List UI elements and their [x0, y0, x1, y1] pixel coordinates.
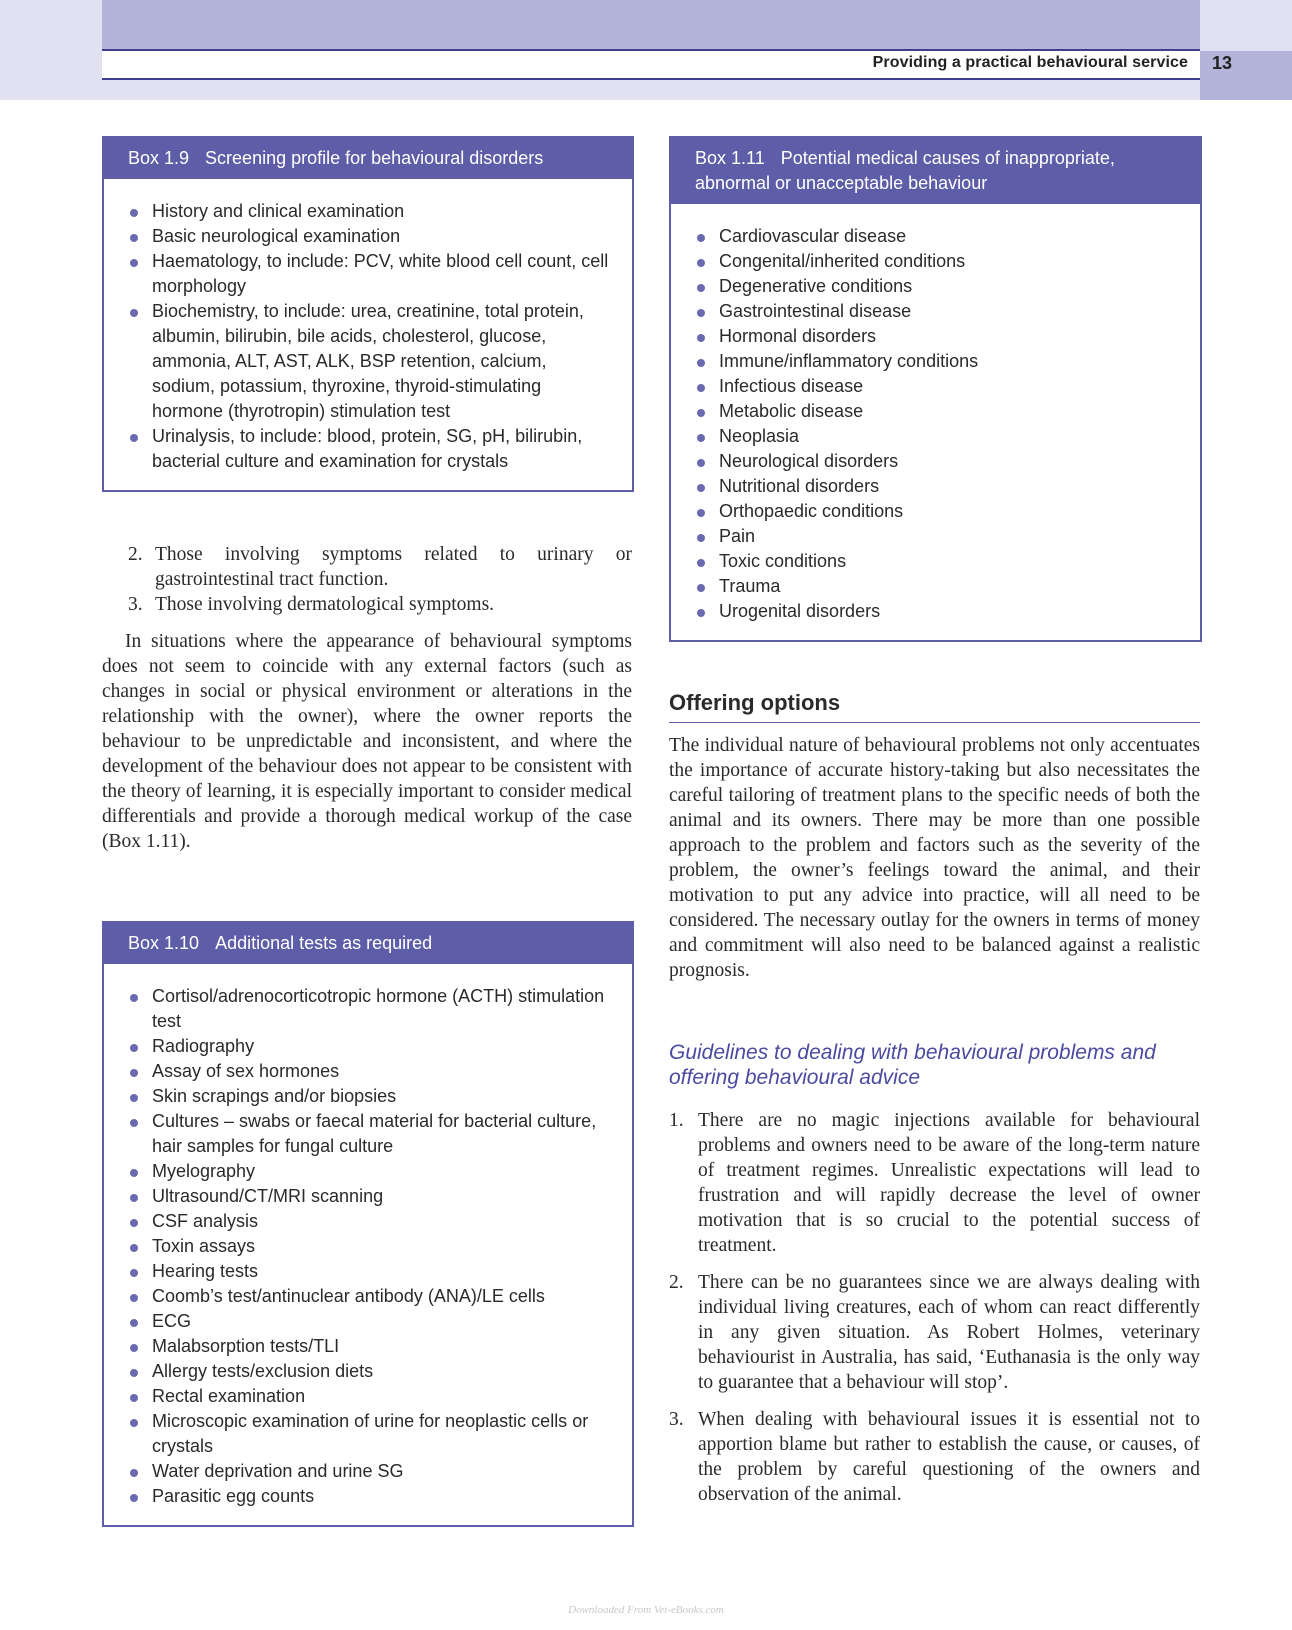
box-list [104, 964, 632, 1525]
list-item: Urogenital disorders [695, 599, 1180, 624]
list-item: Orthopaedic conditions [695, 499, 1180, 524]
list-text: There can be no guarantees since we are always dealing with individual living creatures, each of whom can react differently in any given situation. As Robert Holmes, veterinary behaviourist in Australia, has said, ‘Euthanasia is the only way to guarantee that a behaviour will stop’. [698, 1272, 1200, 1393]
list-item: Haematology, to include: PCV, white blood cell count, cell morphology [128, 249, 612, 299]
list-item: Myelography [128, 1159, 612, 1184]
subsection-heading: Guidelines to dealing with behavioural problems and offering behavioural advice [669, 1041, 1156, 1089]
guidelines-list [669, 1108, 1200, 1507]
running-head: Providing a practical behavioural service [872, 54, 1188, 71]
list-text: When dealing with behavioural issues it is essential not to apportion blame but rather to establish the cause, or causes, of the problem by careful questioning of the owners and observation of the animal. [698, 1409, 1200, 1505]
box-1-11 [669, 136, 1202, 642]
offering-paragraph [669, 733, 1200, 983]
box-number: Box 1.11 [695, 148, 765, 168]
list-item: Parasitic egg counts [128, 1484, 612, 1509]
box-1-10 [102, 921, 634, 1527]
list-item [669, 1270, 1200, 1395]
box-title [104, 923, 632, 964]
list-item: ECG [128, 1309, 612, 1334]
box-list [104, 179, 632, 490]
list-item: Degenerative conditions [695, 274, 1180, 299]
list-number: 1. [669, 1110, 684, 1131]
list-item: Congenital/inherited conditions [695, 249, 1180, 274]
footer-watermark: Downloaded From Vet-eBooks.com [568, 1604, 724, 1616]
list-item: Cardiovascular disease [695, 224, 1180, 249]
list-number: 3. [128, 594, 143, 615]
list-item [102, 542, 632, 592]
box-title-text: Additional tests as required [215, 933, 433, 953]
list-item: Malabsorption tests/TLI [128, 1334, 612, 1359]
header-accent-bar [102, 0, 1200, 50]
list-item: Skin scrapings and/or biopsies [128, 1084, 612, 1109]
box-title-text: Potential medical causes of inappropriate, abnormal or unacceptable behaviour [695, 148, 1115, 193]
list-item: Gastrointestinal disease [695, 299, 1180, 324]
list-item: Water deprivation and urine SG [128, 1459, 612, 1484]
list-number: 2. [669, 1272, 684, 1293]
list-item: Cultures – swabs or faecal material for bacterial culture, hair samples for fungal culture [128, 1109, 612, 1159]
list-item: Neoplasia [695, 424, 1180, 449]
list-item: Hearing tests [128, 1259, 612, 1284]
guidelines-text [669, 1108, 1200, 1519]
page-number: 13 [1212, 53, 1233, 73]
list-item: Cortisol/adrenocorticotropic hormone (ACTH) stimulation test [128, 984, 612, 1034]
list-item: Basic neurological examination [128, 224, 612, 249]
list-item: Infectious disease [695, 374, 1180, 399]
list-item: Ultrasound/CT/MRI scanning [128, 1184, 612, 1209]
list-item: CSF analysis [128, 1209, 612, 1234]
list-item: Hormonal disorders [695, 324, 1180, 349]
list-text: Those involving dermatological symptoms. [155, 594, 495, 615]
list-item: Metabolic disease [695, 399, 1180, 424]
list-text: Those involving symptoms related to urinary or gastrointestinal tract function. [155, 544, 632, 590]
list-item: Toxin assays [128, 1234, 612, 1259]
box-number: Box 1.9 [128, 148, 190, 168]
list-item [669, 1108, 1200, 1258]
list-number: 2. [128, 544, 143, 565]
list-item: Allergy tests/exclusion diets [128, 1359, 612, 1384]
list-item [669, 1407, 1200, 1507]
numbered-list [102, 542, 632, 617]
box-title [104, 138, 632, 179]
list-item: Trauma [695, 574, 1180, 599]
header-rule-bottom [102, 78, 1200, 80]
list-item: Immune/inflammatory conditions [695, 349, 1180, 374]
list-item: Biochemistry, to include: urea, creatinine, total protein, albumin, bilirubin, bile acids, cholesterol, glucose, ammonia, ALT, AST, ALK, BSP retention, calcium, sodium, potassium, thyroxine, thyroid-stimulating hormone (thyrotropin) stimulation test [128, 299, 612, 424]
list-item: Radiography [128, 1034, 612, 1059]
paragraph: In situations where the appearance of behavioural symptoms does not seem to coincide with any external factors (such as changes in social or physical environment or alterations in the relationship with the owner), where the owner reports the behaviour to be unpredictable and inconsistent, and where the development of the behaviour does not appear to be consistent with the theory of learning, it is especially important to consider medical differentials and provide a thorough medical workup of the case (Box 1.11). [102, 631, 632, 852]
box-number: Box 1.10 [128, 933, 200, 953]
box-1-9 [102, 136, 634, 492]
left-body-text [102, 542, 632, 854]
list-item: Urinalysis, to include: blood, protein, SG, pH, bilirubin, bacterial culture and examination for crystals [128, 424, 612, 474]
box-title-text: Screening profile for behavioural disorders [205, 148, 544, 168]
list-text: There are no magic injections available for behavioural problems and owners need to be aware of the long-term nature of treatment regimes. Unrealistic expectations will lead to frustration and will rapidly decrease the level of owner motivation that is so crucial to the potential success of treatment. [698, 1110, 1200, 1256]
list-item: Coomb’s test/antinuclear antibody (ANA)/LE cells [128, 1284, 612, 1309]
paragraph: The individual nature of behavioural problems not only accentuates the importance of accurate history-taking but also necessitates the careful tailoring of treatment plans to the specific needs of both the animal and its owners. There may be more than one possible approach to the problem and factors such as the severity of the problem, the owner’s feelings toward the animal, and their motivation to put any advice into practice, will all need to be considered. The necessary outlay for the owners in terms of money and commitment will also need to be balanced against a realistic prognosis. [669, 735, 1200, 981]
list-item: Assay of sex hormones [128, 1059, 612, 1084]
box-title [671, 138, 1200, 204]
box-list [671, 204, 1200, 640]
list-item: Pain [695, 524, 1180, 549]
list-item: Rectal examination [128, 1384, 612, 1409]
list-item [102, 592, 632, 617]
list-item: Nutritional disorders [695, 474, 1180, 499]
list-item: History and clinical examination [128, 199, 612, 224]
list-item: Neurological disorders [695, 449, 1180, 474]
list-item: Toxic conditions [695, 549, 1180, 574]
list-item: Microscopic examination of urine for neoplastic cells or crystals [128, 1409, 612, 1459]
section-heading: Offering options [669, 690, 1200, 723]
list-number: 3. [669, 1409, 684, 1430]
